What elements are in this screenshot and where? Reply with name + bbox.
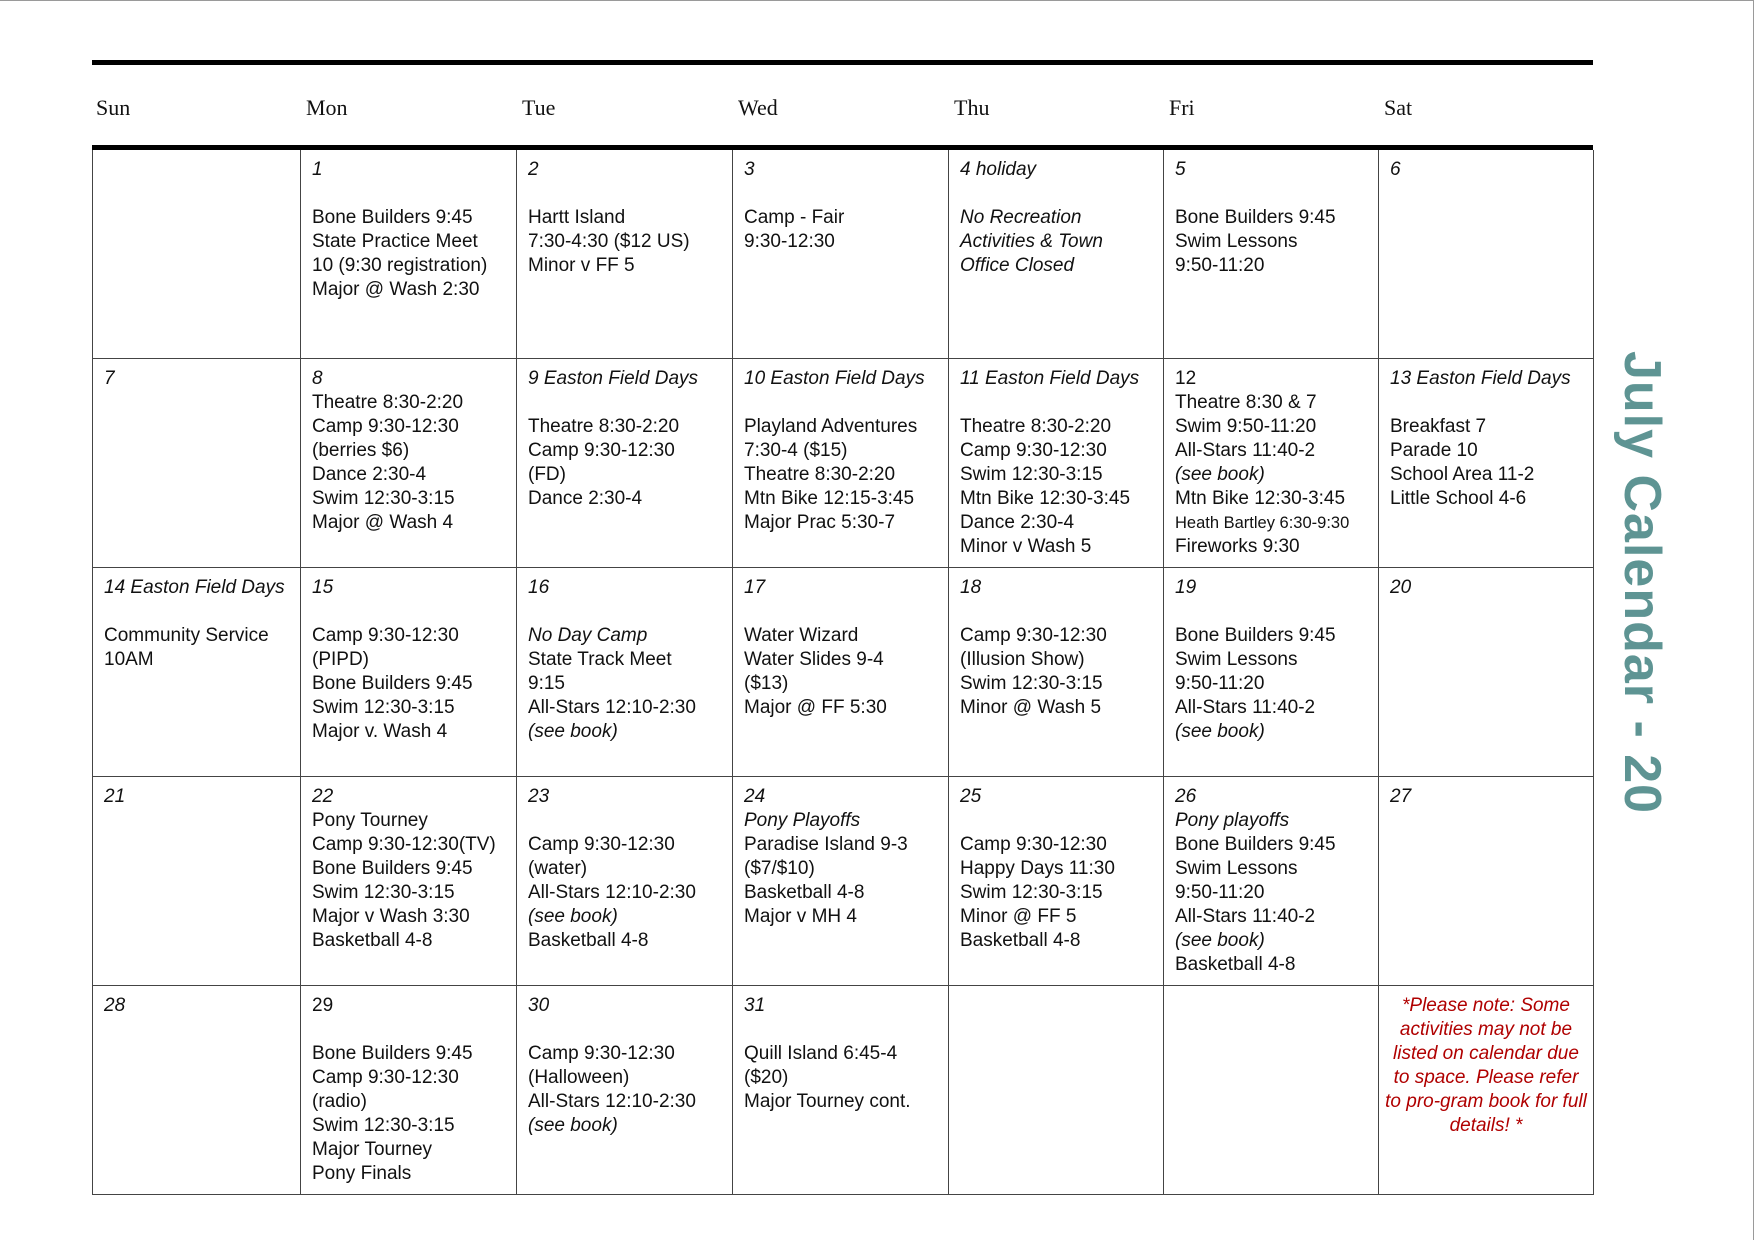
spacer (528, 809, 726, 833)
day-cell (733, 150, 949, 359)
event-line: Major Prac 5:30-7 (744, 512, 896, 533)
day-date: 25 (960, 786, 982, 807)
event-line: Camp 9:30-12:30 (312, 1067, 459, 1088)
event-line: (Halloween) (528, 1067, 630, 1088)
day-cell (1164, 777, 1379, 986)
event-line: Camp 9:30-12:30 (960, 440, 1107, 461)
day-date: 2 (528, 159, 539, 180)
event-line: (PIPD) (312, 649, 369, 670)
event-line: Dance 2:30-4 (528, 488, 643, 509)
event-line: Happy Days 11:30 (960, 858, 1115, 879)
day-date: 15 (312, 577, 334, 598)
event-line: 10 (9:30 registration) (312, 255, 488, 276)
event-line: Swim 9:50-11:20 (1175, 416, 1317, 437)
event-line: All-Stars 11:40-2 (1175, 697, 1316, 718)
day-date: 27 (1390, 786, 1412, 807)
event-line: State Track Meet (528, 649, 672, 670)
day-date: 14 Easton Field Days (104, 577, 285, 598)
calendar-grid (92, 150, 1593, 1195)
note-cell (1379, 986, 1594, 1195)
event-line: Pony playoffs (1175, 810, 1290, 831)
spacer (960, 600, 1157, 624)
spacer (528, 182, 726, 206)
event-line: 9:30-12:30 (744, 231, 835, 252)
event-line: (see book) (1175, 464, 1265, 485)
event-line: Pony Finals (312, 1163, 412, 1184)
spacer (744, 182, 942, 206)
event-line: Bone Builders 9:45 (312, 858, 473, 879)
event-line: Camp - Fair (744, 207, 845, 228)
event-line: Bone Builders 9:45 (312, 673, 473, 694)
day-date: 18 (960, 577, 982, 598)
event-line: Swim Lessons (1175, 858, 1298, 879)
weekday-thu: Thu (954, 95, 990, 120)
day-date: 19 (1175, 577, 1197, 598)
event-line: Community Service (104, 625, 269, 646)
event-line: (radio) (312, 1091, 367, 1112)
day-date: 5 (1175, 159, 1186, 180)
day-cell (1164, 150, 1379, 359)
event-line: Swim 12:30-3:15 (312, 488, 455, 509)
weekday-header (92, 65, 1593, 145)
event-line: Basketball 4-8 (960, 930, 1081, 951)
event-line: Minor v Wash 5 (960, 536, 1092, 557)
event-line: Major v. Wash 4 (312, 721, 448, 742)
event-line: 7:30-4 ($15) (744, 440, 848, 461)
event-line: Mtn Bike 12:30-3:45 (960, 488, 1131, 509)
event-line: All-Stars 12:10-2:30 (528, 1091, 696, 1112)
day-cell (301, 359, 517, 568)
day-date: 24 (744, 786, 766, 807)
day-cell (517, 568, 733, 777)
event-line: Theatre 8:30-2:20 (312, 392, 464, 413)
day-cell (1164, 568, 1379, 777)
event-line: Fireworks 9:30 (1175, 536, 1300, 557)
spacer (312, 1018, 510, 1042)
event-line: (Illusion Show) (960, 649, 1085, 670)
spacer (1390, 391, 1587, 415)
day-cell (949, 777, 1164, 986)
event-line: Camp 9:30-12:30 (528, 834, 675, 855)
day-date: 7 (104, 368, 115, 389)
event-line: Bone Builders 9:45 (312, 207, 473, 228)
event-line: Theatre 8:30-2:20 (744, 464, 896, 485)
event-line: Breakfast 7 (1390, 416, 1487, 437)
day-cell (517, 150, 733, 359)
day-cell (949, 568, 1164, 777)
event-line: All-Stars 11:40-2 (1175, 440, 1316, 461)
day-cell (517, 986, 733, 1195)
event-line: ($13) (744, 673, 789, 694)
space-note: *Please note: Some activities may not be listed on calendar due to space. Please refer to pro-gram book for full details! * (1385, 995, 1587, 1136)
event-line: Camp 9:30-12:30 (528, 440, 675, 461)
day-date: 10 Easton Field Days (744, 368, 925, 389)
day-cell (949, 986, 1164, 1195)
day-cell (949, 359, 1164, 568)
spacer (312, 182, 510, 206)
event-line: Minor @ FF 5 (960, 906, 1077, 927)
day-date: 12 (1175, 368, 1197, 389)
event-line: Mtn Bike 12:30-3:45 (1175, 488, 1346, 509)
weekday-sat: Sat (1384, 95, 1413, 120)
event-line: No Recreation (960, 207, 1082, 228)
event-line: Bone Builders 9:45 (312, 1043, 473, 1064)
event-line: Swim 12:30-3:15 (312, 1115, 455, 1136)
spacer (960, 809, 1157, 833)
event-line: Theatre 8:30-2:20 (960, 416, 1112, 437)
day-date: 11 Easton Field Days (960, 368, 1140, 389)
day-date: 1 (312, 159, 323, 180)
event-line: Water Slides 9-4 (744, 649, 884, 670)
event-line: Camp 9:30-12:30(TV) (312, 834, 496, 855)
day-cell (1164, 359, 1379, 568)
event-line: (FD) (528, 464, 566, 485)
event-line: Heath Bartley 6:30-9:30 (1175, 514, 1350, 532)
day-date: 26 (1175, 786, 1197, 807)
day-date: 23 (528, 786, 550, 807)
day-cell (301, 150, 517, 359)
day-date: 31 (744, 995, 766, 1016)
day-cell (949, 150, 1164, 359)
spacer (528, 600, 726, 624)
day-date: 20 (1390, 577, 1412, 598)
event-line: Playland Adventures (744, 416, 918, 437)
spacer (1175, 182, 1372, 206)
event-line: (see book) (528, 906, 618, 927)
spacer (744, 600, 942, 624)
day-cell (301, 986, 517, 1195)
event-line: Office Closed (960, 255, 1075, 276)
spacer (960, 391, 1157, 415)
event-line: Swim 12:30-3:15 (960, 882, 1103, 903)
event-line: Basketball 4-8 (1175, 954, 1296, 975)
day-date: 22 (312, 786, 334, 807)
day-date: 16 (528, 577, 550, 598)
day-date: 6 (1390, 159, 1401, 180)
day-cell (93, 568, 301, 777)
day-cell (93, 777, 301, 986)
spacer (744, 1018, 942, 1042)
day-date: 3 (744, 159, 755, 180)
event-line: Camp 9:30-12:30 (528, 1043, 675, 1064)
day-cell (517, 359, 733, 568)
event-line: No Day Camp (528, 625, 648, 646)
event-line: Minor v FF 5 (528, 255, 635, 276)
event-line: Camp 9:30-12:30 (312, 416, 459, 437)
event-line: Dance 2:30-4 (312, 464, 427, 485)
day-cell (1164, 986, 1379, 1195)
spacer (744, 391, 942, 415)
event-line: 9:50-11:20 (1175, 255, 1265, 276)
event-line: All-Stars 11:40-2 (1175, 906, 1316, 927)
spacer (960, 182, 1157, 206)
day-cell (1379, 150, 1594, 359)
event-line: 10AM (104, 649, 154, 670)
day-date: 21 (104, 786, 126, 807)
event-line: All-Stars 12:10-2:30 (528, 697, 696, 718)
event-line: Pony Tourney (312, 810, 428, 831)
event-line: Theatre 8:30 & 7 (1175, 392, 1317, 413)
event-line: Camp 9:30-12:30 (960, 834, 1107, 855)
day-cell (93, 359, 301, 568)
day-cell (733, 568, 949, 777)
event-line: Dance 2:30-4 (960, 512, 1075, 533)
event-line: Major @ Wash 2:30 (312, 279, 480, 300)
event-line: State Practice Meet (312, 231, 478, 252)
event-line: 9:50-11:20 (1175, 882, 1265, 903)
event-line: 7:30-4:30 ($12 US) (528, 231, 690, 252)
spacer (528, 391, 726, 415)
event-line: Swim 12:30-3:15 (312, 882, 455, 903)
event-line: Pony Playoffs (744, 810, 861, 831)
day-date: 29 (312, 995, 334, 1016)
event-line: (see book) (528, 721, 618, 742)
event-line: Water Wizard (744, 625, 859, 646)
day-date: 8 (312, 368, 323, 389)
day-cell (1379, 777, 1594, 986)
event-line: All-Stars 12:10-2:30 (528, 882, 696, 903)
event-line: ($20) (744, 1067, 789, 1088)
weekday-tue: Tue (522, 95, 556, 120)
event-line: 9:50-11:20 (1175, 673, 1265, 694)
event-line: Bone Builders 9:45 (1175, 834, 1336, 855)
event-line: Basketball 4-8 (528, 930, 649, 951)
spacer (104, 600, 294, 624)
event-line: Swim Lessons (1175, 231, 1298, 252)
event-line: Little School 4-6 (1390, 488, 1527, 509)
event-line: (berries $6) (312, 440, 410, 461)
event-line: Major v MH 4 (744, 906, 857, 927)
event-line: Major @ FF 5:30 (744, 697, 887, 718)
calendar (92, 60, 1593, 1195)
event-line: (water) (528, 858, 588, 879)
event-line: 9:15 (528, 673, 565, 694)
event-line: Basketball 4-8 (312, 930, 433, 951)
event-line: ($7/$10) (744, 858, 815, 879)
weekday-fri: Fri (1169, 95, 1195, 120)
spacer (528, 1018, 726, 1042)
event-line: Bone Builders 9:45 (1175, 207, 1336, 228)
day-date: 28 (104, 995, 126, 1016)
weekday-wed: Wed (738, 95, 778, 120)
event-line: Theatre 8:30-2:20 (528, 416, 680, 437)
event-line: Mtn Bike 12:15-3:45 (744, 488, 915, 509)
day-date: 13 Easton Field Days (1390, 368, 1571, 389)
calendar-title: July Calendar - 20 (1613, 351, 1671, 815)
event-line: Camp 9:30-12:30 (312, 625, 459, 646)
event-line: Major Tourney cont. (744, 1091, 911, 1112)
day-cell (93, 986, 301, 1195)
day-date: 4 holiday (960, 159, 1037, 180)
spacer (312, 600, 510, 624)
weekday-sun: Sun (96, 95, 131, 120)
event-line: Swim 12:30-3:15 (960, 464, 1103, 485)
day-cell (301, 568, 517, 777)
spacer (1175, 600, 1372, 624)
day-cell (733, 359, 949, 568)
weekday-mon: Mon (306, 95, 348, 120)
event-line: (see book) (1175, 930, 1265, 951)
event-line: Swim 12:30-3:15 (312, 697, 455, 718)
event-line: Camp 9:30-12:30 (960, 625, 1107, 646)
event-line: Major v Wash 3:30 (312, 906, 470, 927)
day-cell (93, 150, 301, 359)
event-line: Paradise Island 9-3 (744, 834, 908, 855)
day-cell (301, 777, 517, 986)
event-line: Activities & Town (960, 231, 1103, 252)
day-date: 30 (528, 995, 550, 1016)
event-line: Basketball 4-8 (744, 882, 865, 903)
event-line: Minor @ Wash 5 (960, 697, 1102, 718)
day-cell (1379, 359, 1594, 568)
event-line: Swim 12:30-3:15 (960, 673, 1103, 694)
event-line: Hartt Island (528, 207, 626, 228)
event-line: (see book) (1175, 721, 1265, 742)
day-cell (733, 986, 949, 1195)
event-line: Major Tourney (312, 1139, 433, 1160)
event-line: School Area 11-2 (1390, 464, 1535, 485)
day-date: 17 (744, 577, 766, 598)
event-line: Swim Lessons (1175, 649, 1298, 670)
day-cell (517, 777, 733, 986)
event-line: Parade 10 (1390, 440, 1478, 461)
event-line: Quill Island 6:45-4 (744, 1043, 898, 1064)
event-line: Major @ Wash 4 (312, 512, 454, 533)
day-date: 9 Easton Field Days (528, 368, 699, 389)
day-cell (1379, 568, 1594, 777)
event-line: Bone Builders 9:45 (1175, 625, 1336, 646)
event-line: (see book) (528, 1115, 618, 1136)
day-cell (733, 777, 949, 986)
